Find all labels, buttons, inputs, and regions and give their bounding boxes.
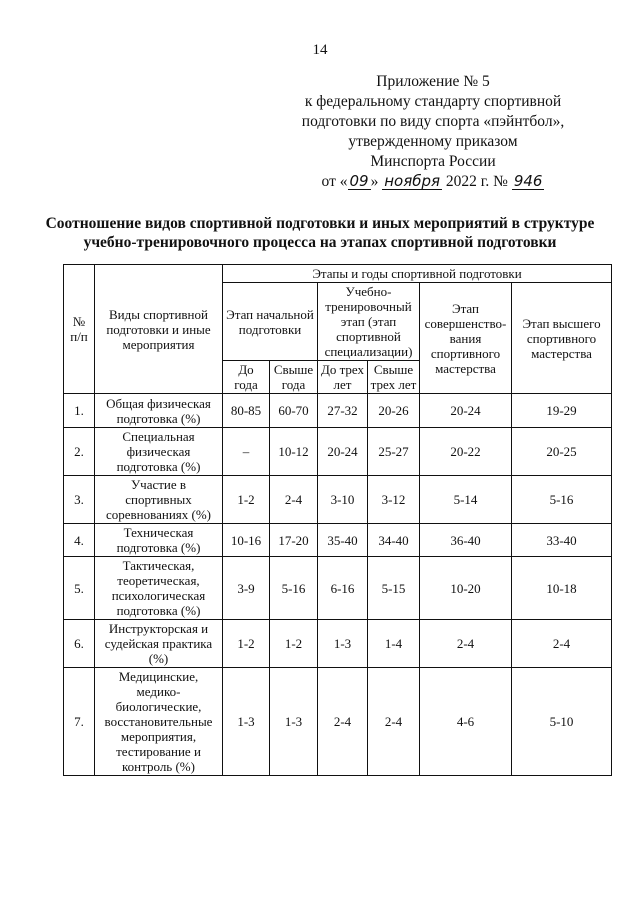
row-value: 4-6 [420,668,512,776]
appendix-line-2: к федеральному стандарту спортивной [304,93,562,110]
row-type: Медицинские, медико-биологические, восстановительные мероприятия, тестирование и контроль (%) [95,668,223,776]
row-num: 7. [64,668,95,776]
date-month-handwritten: ноября [384,172,441,190]
row-value: 36-40 [420,524,512,557]
order-number-handwritten: 946 [513,172,543,190]
training-ratio-table [63,264,612,776]
row-value: 3-12 [368,476,420,524]
row-value: 2-4 [420,620,512,668]
document-title [40,214,600,252]
row-type: Тактическая, теоретическая, психологическая подготовка (%) [95,557,223,620]
row-value: 1-3 [223,668,270,776]
row-value: 6-16 [318,557,368,620]
date-day-handwritten: 09 [349,172,369,190]
row-value: 60-70 [270,394,318,428]
header-training-stage: Учебно-тренировочный этап (этап спортивной специализации) [318,283,420,361]
header-improvement-stage: Этап совершенство-вания спортивного мастерства [420,283,512,394]
row-value: 5-10 [512,668,612,776]
row-value: 2-4 [368,668,420,776]
header-num: № п/п [64,265,95,394]
header-up-to-year: До года [223,361,270,394]
row-value: 5-16 [270,557,318,620]
row-value: 20-24 [420,394,512,428]
table-row [64,394,612,428]
header-stages-group: Этапы и годы спортивной подготовки [223,265,612,283]
row-value: – [223,428,270,476]
table-row [64,524,612,557]
row-value: 10-12 [270,428,318,476]
row-value: 1-3 [318,620,368,668]
row-value: 35-40 [318,524,368,557]
row-num: 5. [64,557,95,620]
row-value: 33-40 [512,524,612,557]
page-number: 14 [312,42,328,58]
row-value: 1-2 [270,620,318,668]
row-value: 1-2 [223,476,270,524]
table-row [64,668,612,776]
row-value: 3-9 [223,557,270,620]
header-over-year: Свыше года [270,361,318,394]
row-value: 5-16 [512,476,612,524]
title-line-1: Соотношение видов спортивной подготовки и иных мероприятий в структуре [45,215,595,232]
row-num: 3. [64,476,95,524]
table-row [64,428,612,476]
appendix-header [288,72,578,192]
row-type: Общая физическая подготовка (%) [95,394,223,428]
header-type: Виды спортивной подготовки и иные мероприятия [95,265,223,394]
row-value: 10-18 [512,557,612,620]
date-year: 2022 г. № [442,173,512,190]
row-value: 5-14 [420,476,512,524]
row-value: 25-27 [368,428,420,476]
row-type: Техническая подготовка (%) [95,524,223,557]
header-initial-stage: Этап начальной подготовки [223,283,318,361]
row-value: 2-4 [270,476,318,524]
row-value: 80-85 [223,394,270,428]
row-value: 17-20 [270,524,318,557]
date-mid: » [370,173,383,190]
table-row [64,476,612,524]
row-value: 1-4 [368,620,420,668]
row-value: 1-2 [223,620,270,668]
table-row [64,557,612,620]
header-over-3-years: Свыше трех лет [368,361,420,394]
row-type: Инструкторская и судейская практика (%) [95,620,223,668]
date-prefix: от « [321,173,348,190]
header-higher-stage: Этап высшего спортивного мастерства [512,283,612,394]
row-value: 20-26 [368,394,420,428]
row-value: 2-4 [318,668,368,776]
appendix-line-4: утвержденному приказом [348,133,518,150]
row-num: 1. [64,394,95,428]
row-value: 5-15 [368,557,420,620]
row-value: 27-32 [318,394,368,428]
row-type: Участие в спортивных соревнованиях (%) [95,476,223,524]
row-num: 2. [64,428,95,476]
table-row [64,620,612,668]
row-value: 2-4 [512,620,612,668]
appendix-line-1: Приложение № 5 [376,73,490,90]
appendix-line-3: подготовки по виду спорта «пэйнтбол», [301,113,565,130]
order-date-line [288,172,578,192]
row-value: 20-24 [318,428,368,476]
row-value: 10-20 [420,557,512,620]
row-value: 20-22 [420,428,512,476]
header-up-to-3-years: До трех лет [318,361,368,394]
appendix-line-5: Минспорта России [370,153,496,170]
row-type: Специальная физическая подготовка (%) [95,428,223,476]
row-value: 3-10 [318,476,368,524]
row-value: 10-16 [223,524,270,557]
row-num: 4. [64,524,95,557]
row-value: 34-40 [368,524,420,557]
row-value: 1-3 [270,668,318,776]
row-value: 19-29 [512,394,612,428]
row-num: 6. [64,620,95,668]
title-line-2: учебно-тренировочного процесса на этапах спортивной подготовки [83,234,557,251]
row-value: 20-25 [512,428,612,476]
